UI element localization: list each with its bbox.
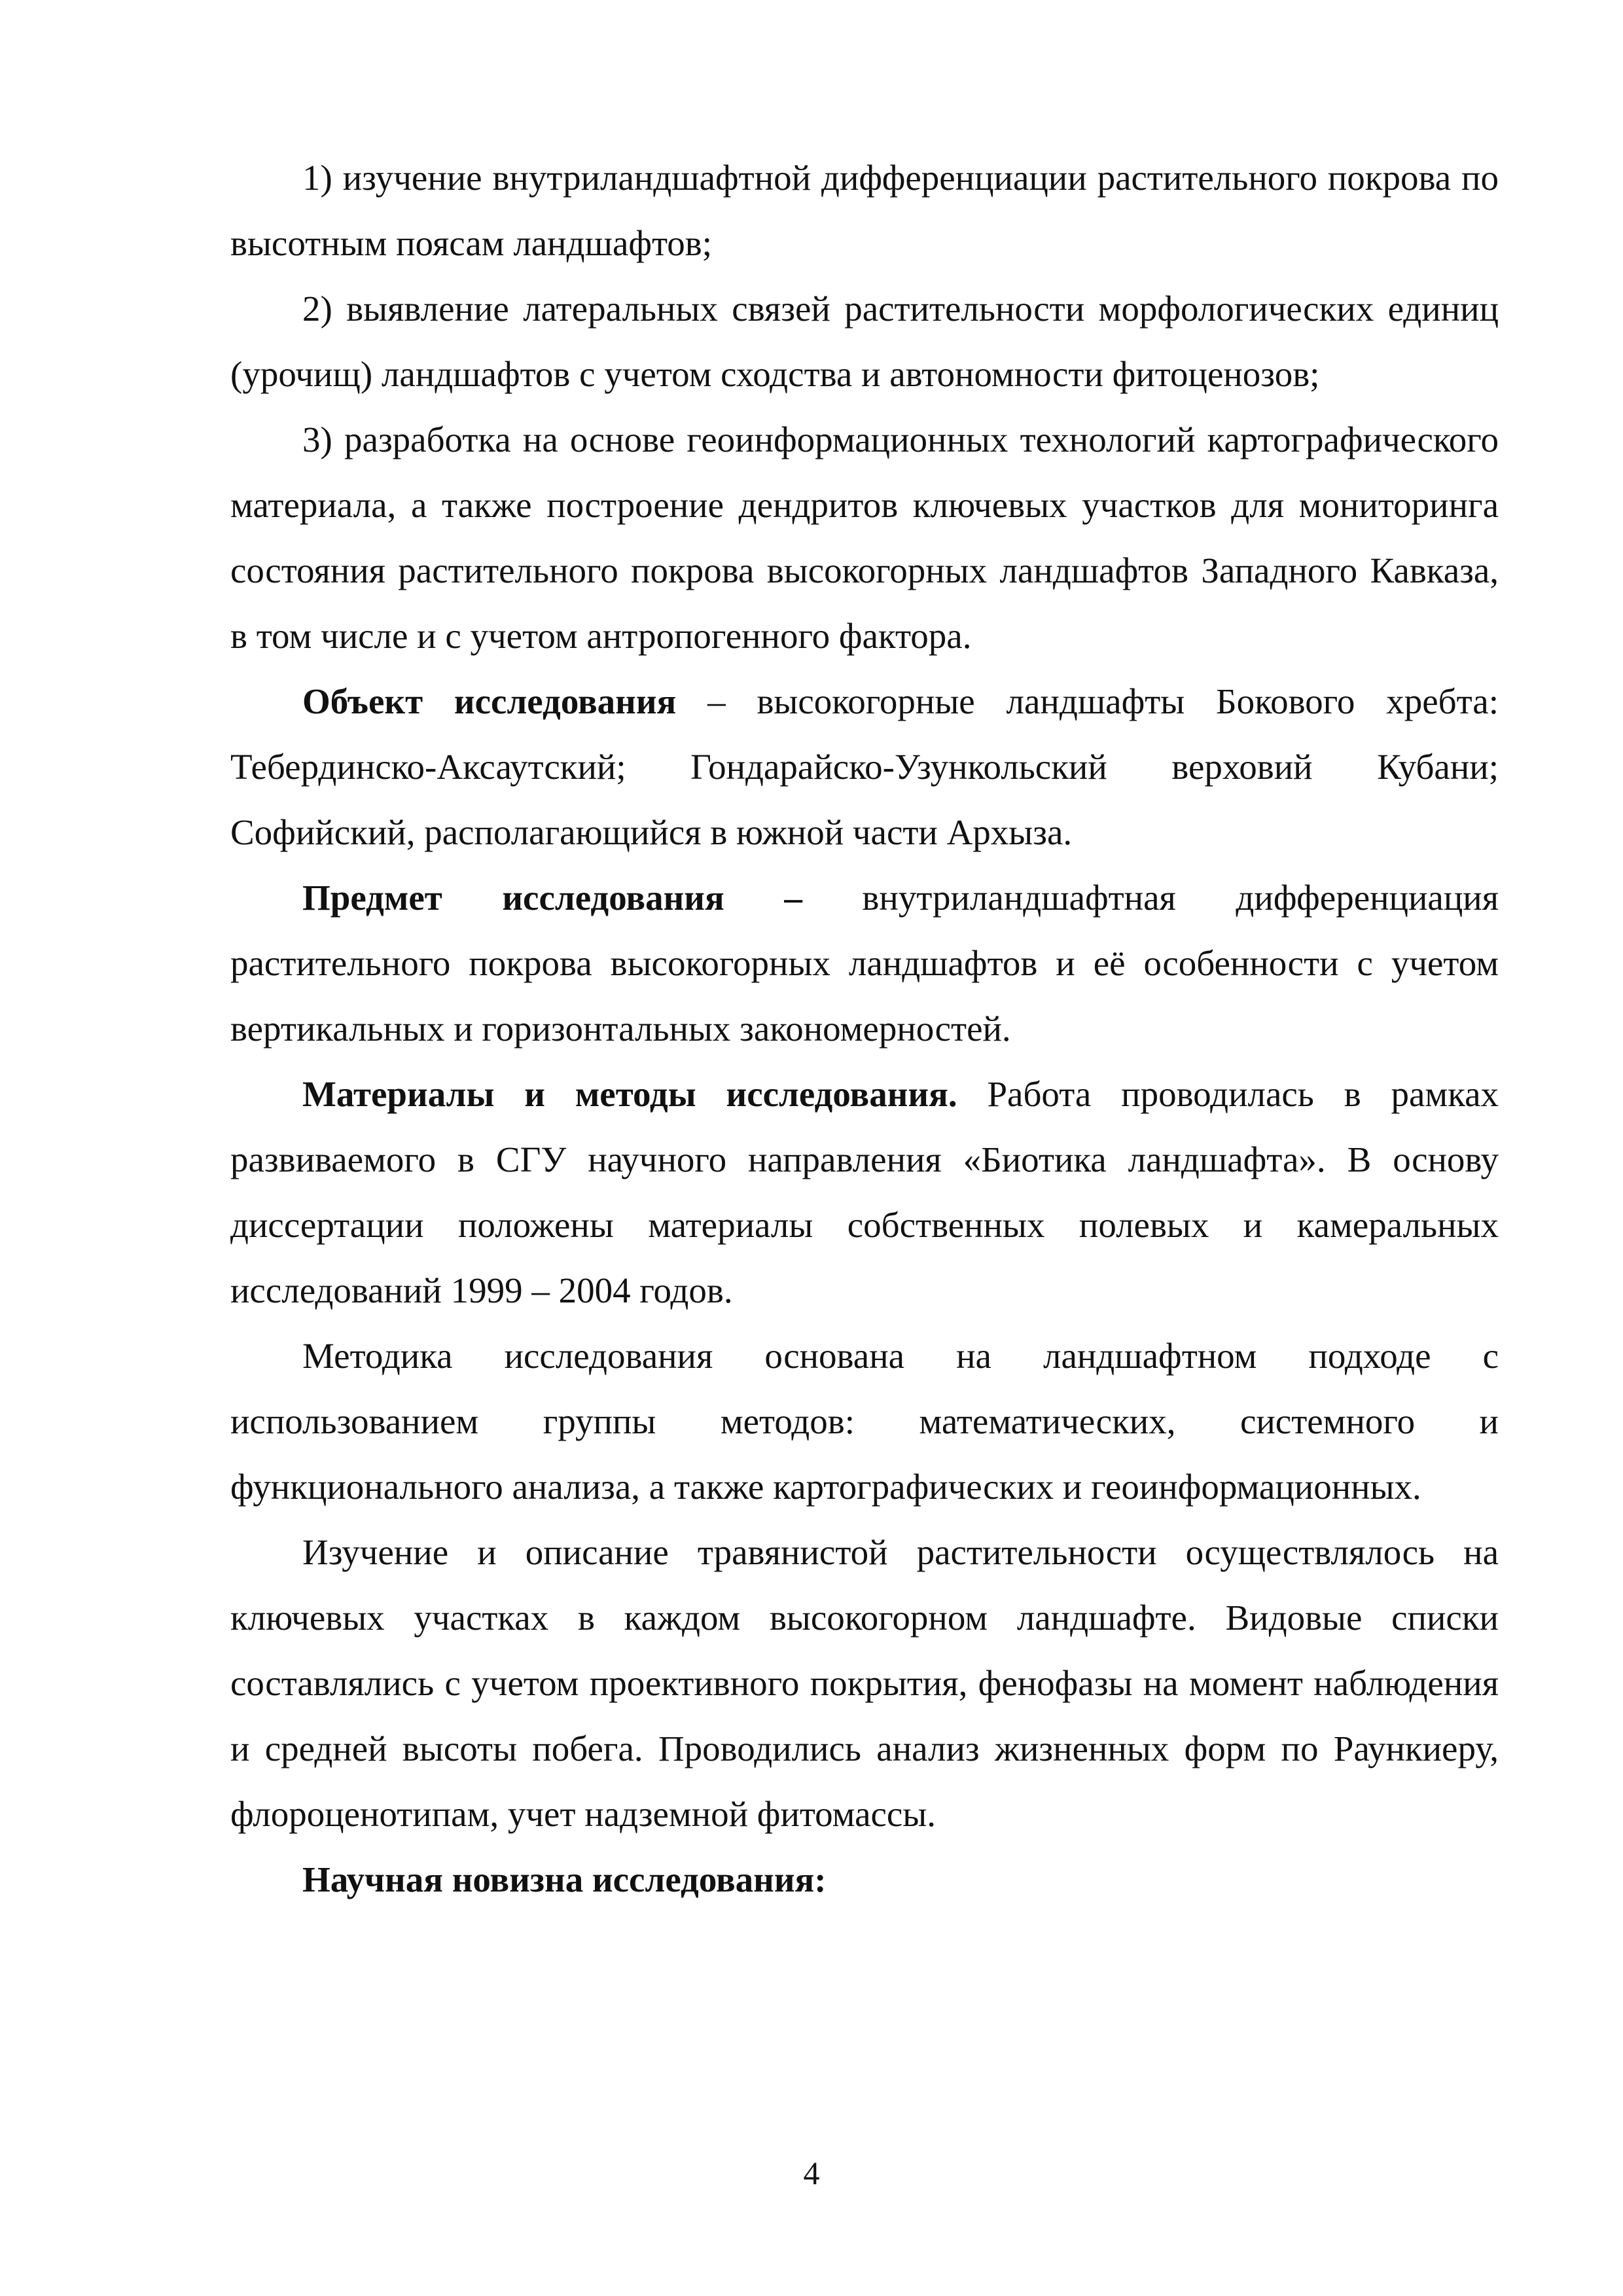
object-text: – высокогорные ландшафты Бокового хребта: Тебердинско-Аксаутский; Гондарайско-Узункольский верховий Кубани; Софийский, располагающийся в южной части Архыза. — [230, 681, 1499, 852]
study-text: Изучение и описание травянистой растительности осуществлялось на ключевых участках в каждом высокогорном ландшафте. Видовые списки составлялись с учетом проективного покрытия, фенофазы на момент наблюдения и средней высоты побега. Проводились анализ жизненных форм по Раункиеру, флороценотипам, учет надземной фитомассы. — [230, 1532, 1499, 1834]
text-column — [230, 145, 1499, 1912]
materials-label: Материалы и методы исследования. — [302, 1074, 957, 1114]
subject-paragraph — [230, 865, 1499, 1062]
subject-label: Предмет исследования – — [302, 878, 802, 918]
object-paragraph — [230, 669, 1499, 865]
materials-paragraph — [230, 1062, 1499, 1323]
novelty-label: Научная новизна исследования: — [302, 1859, 827, 1899]
methodology-paragraph — [230, 1323, 1499, 1520]
task-item-2 — [230, 276, 1499, 407]
study-paragraph — [230, 1520, 1499, 1847]
task-item-2-text: 2) выявление латеральных связей растительности морфологических единиц (урочищ) ландшафтов с учетом сходства и автономности фитоценозов; — [230, 289, 1499, 394]
task-item-1 — [230, 145, 1499, 276]
subject-text: внутриландшафтная дифференциация растительного покрова высокогорных ландшафтов и её особенности с учетом вертикальных и горизонтальных закономерностей. — [230, 878, 1499, 1049]
task-item-1-text: 1) изучение внутриландшафтной дифференциации растительного покрова по высотным поясам ландшафтов; — [230, 158, 1499, 263]
task-item-3 — [230, 407, 1499, 669]
task-item-3-text: 3) разработка на основе геоинформационных технологий картографического материала, а также построение дендритов ключевых участков для мониторинга состояния растительного покрова высокогорных ландшафтов Западного Кавказа, в том числе и с учетом антропогенного фактора. — [230, 420, 1499, 656]
materials-text: Работа проводилась в рамках развиваемого в СГУ научного направления «Биотика ландшафта». В основу диссертации положены материалы собственных полевых и камеральных исследований 1999 – 2004 годов. — [230, 1074, 1499, 1310]
methodology-text: Методика исследования основана на ландшафтном подходе с использованием группы методов: математических, системного и функционального анализа, а также картографических и геоинформационных. — [230, 1336, 1499, 1507]
novelty-heading — [230, 1847, 1499, 1912]
page-number: 4 — [803, 2155, 820, 2191]
object-label: Объект исследования — [302, 681, 677, 721]
